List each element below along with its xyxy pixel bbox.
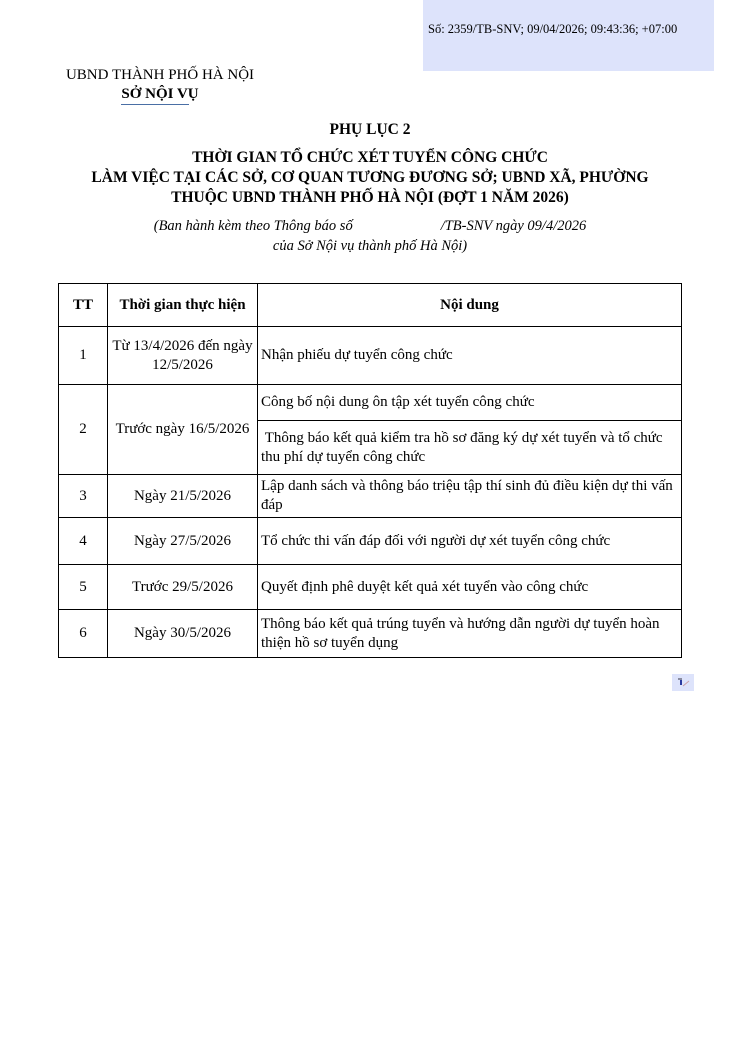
cell-tt: 3	[59, 475, 108, 518]
title-line: LÀM VIỆC TẠI CÁC SỞ, CƠ QUAN TƯƠNG ĐƯƠNG SỞ; UBND XÃ, PHƯỜNG	[91, 169, 649, 186]
cell-tt: 6	[59, 610, 108, 658]
table-row	[59, 565, 682, 610]
title-line: THUỘC UBND THÀNH PHỐ HÀ NỘI (ĐỢT 1 NĂM 2026)	[171, 189, 569, 206]
table-header-row	[59, 284, 682, 327]
table-row	[59, 610, 682, 658]
pen-signature-icon[interactable]	[672, 674, 694, 691]
table-row	[59, 518, 682, 565]
cell-content: Thông báo kết quả trúng tuyển và hướng dẫn người dự tuyển hoàn thiện hồ sơ tuyển dụng	[258, 610, 682, 658]
cell-time: Trước ngày 16/5/2026	[108, 385, 258, 475]
cell-time: Trước 29/5/2026	[108, 565, 258, 610]
header-content: Nội dung	[258, 284, 682, 327]
stamp-text: Số: 2359/TB-SNV; 09/04/2026; 09:43:36; +07:00	[428, 22, 678, 36]
issuing-organization	[60, 66, 260, 104]
cell-content: Quyết định phê duyệt kết quả xét tuyển vào công chức	[258, 565, 682, 610]
cell-content: Công bố nội dung ôn tập xét tuyển công chức	[258, 385, 682, 421]
table-row	[59, 327, 682, 385]
cell-tt: 1	[59, 327, 108, 385]
table-row	[59, 475, 682, 518]
cell-time: Ngày 27/5/2026	[108, 518, 258, 565]
appendix-label: PHỤ LỤC 2	[329, 121, 411, 138]
cell-content: Tổ chức thi vấn đáp đối với người dự xét tuyển công chức	[258, 518, 682, 565]
cell-content: Nhận phiếu dự tuyển công chức	[258, 327, 682, 385]
title-line: THỜI GIAN TỔ CHỨC XÉT TUYỂN CÔNG CHỨC	[192, 149, 548, 166]
organization-name: UBND THÀNH PHỐ HÀ NỘI	[65, 67, 255, 83]
cell-time: Từ 13/4/2026 đến ngày 12/5/2026	[108, 327, 258, 385]
document-subtitle	[0, 216, 740, 256]
table-row	[59, 385, 682, 421]
cell-content: Thông báo kết quả kiểm tra hồ sơ đăng ký dự xét tuyển và tổ chức thu phí dự tuyển công chức	[258, 421, 682, 475]
cell-tt: 2	[59, 385, 108, 475]
cell-tt: 4	[59, 518, 108, 565]
header-time: Thời gian thực hiện	[108, 284, 258, 327]
cell-time: Ngày 21/5/2026	[108, 475, 258, 518]
cell-content: Lập danh sách và thông báo triệu tập thí sinh đủ điều kiện dự thi vấn đáp	[258, 475, 682, 518]
header-tt: TT	[59, 284, 108, 327]
cell-tt: 5	[59, 565, 108, 610]
subtitle-part1: (Ban hành kèm theo Thông báo số	[153, 218, 353, 234]
cell-time: Ngày 30/5/2026	[108, 610, 258, 658]
subtitle-part2: /TB-SNV ngày 09/4/2026	[440, 218, 587, 234]
document-number-stamp	[423, 0, 714, 71]
subtitle-line2: của Sở Nội vụ thành phố Hà Nội)	[272, 238, 468, 254]
document-title	[0, 148, 740, 208]
department-underline	[121, 104, 189, 105]
department-name: SỞ NỘI VỤ	[121, 86, 199, 102]
schedule-table	[58, 283, 682, 658]
